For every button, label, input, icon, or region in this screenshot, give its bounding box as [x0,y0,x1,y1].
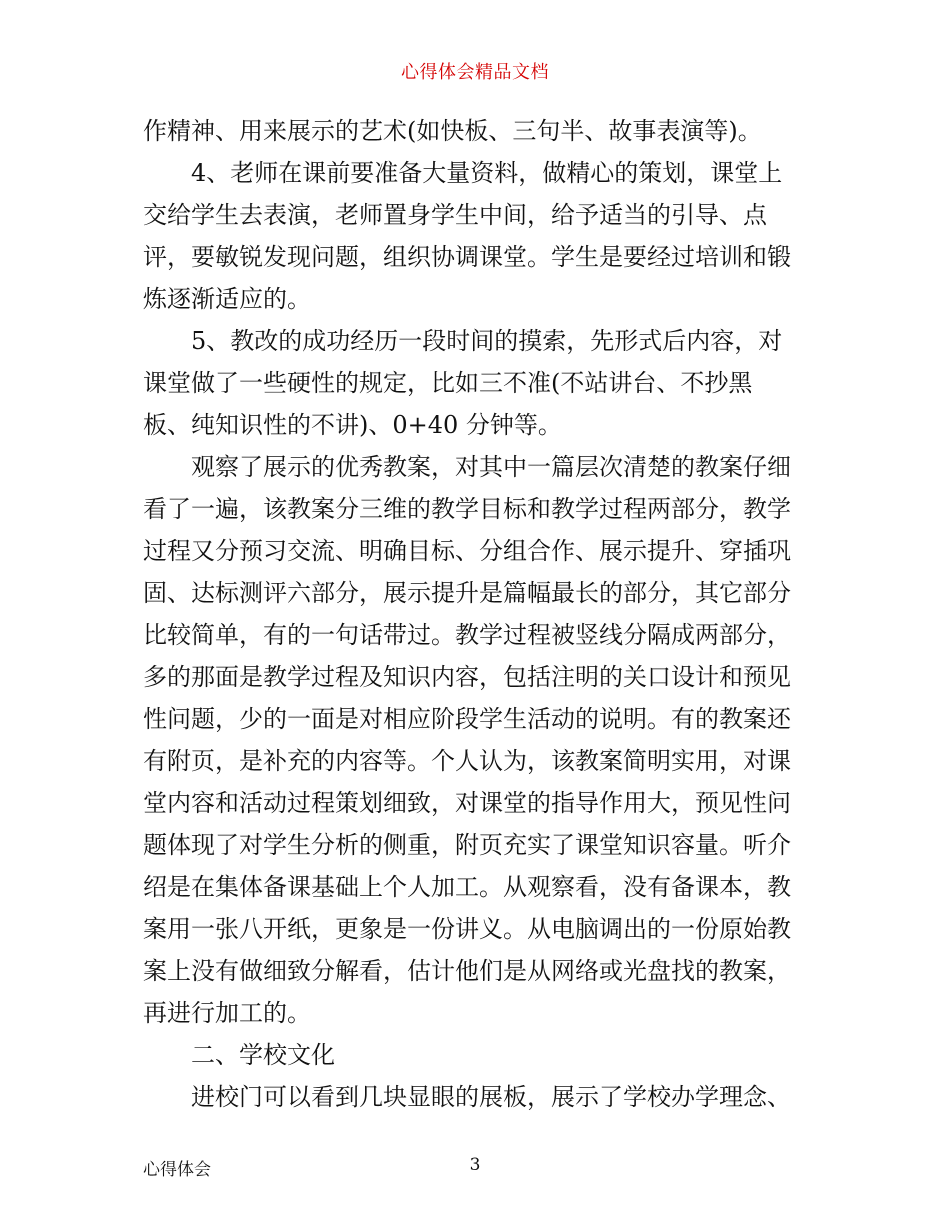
page-header-title: 心得体会精品文档 [401,62,549,83]
text-line: 看了一遍，该教案分三维的教学目标和教学过程两部分，教学 [143,495,791,523]
text-line: 性问题，少的一面是对相应阶段学生活动的说明。有的教案还 [143,705,791,733]
text-line: 有附页，是补充的内容等。个人认为，该教案简明实用，对课 [143,747,791,775]
text-line: 观察了展示的优秀教案，对其中一篇层次清楚的教案仔细 [191,453,791,481]
text-line: 4、老师在课前要准备大量资料，做精心的策划，课堂上 [191,159,783,187]
text-line: 固、达标测评六部分，展示提升是篇幅最长的部分，其它部分 [143,579,791,607]
text-line: 板、纯知识性的不讲)、0+40 分钟等。 [143,411,562,439]
text-line: 多的那面是教学过程及知识内容，包括注明的关口设计和预见 [143,663,791,691]
text-line: 5、教改的成功经历一段时间的摸索，先形式后内容，对 [191,327,783,355]
text-line: 课堂做了一些硬性的规定，比如三不准(不站讲台、不抄黑 [143,369,753,397]
footer-label: 心得体会 [143,1160,211,1180]
text-line: 进校门可以看到几块显眼的展板，展示了学校办学理念、 [191,1083,791,1111]
text-line: 比较简单，有的一句话带过。教学过程被竖线分隔成两部分， [143,621,791,649]
text-line: 再进行加工的。 [143,999,311,1027]
text-line: 堂内容和活动过程策划细致，对课堂的指导作用大，预见性问 [143,789,791,817]
page-number: 3 [469,1155,481,1175]
text-line: 评，要敏锐发现问题，组织协调课堂。学生是要经过培训和锻 [143,243,791,271]
text-line: 题体现了对学生分析的侧重，附页充实了课堂知识容量。听介 [143,831,791,859]
text-line: 作精神、用来展示的艺术(如快板、三句半、故事表演等)。 [143,117,762,145]
document-body [143,110,823,1118]
text-line: 案用一张八开纸，更象是一份讲义。从电脑调出的一份原始教 [143,915,791,943]
text-line: 绍是在集体备课基础上个人加工。从观察看，没有备课本，教 [143,873,791,901]
text-line: 炼逐渐适应的。 [143,285,311,313]
text-line: 案上没有做细致分解看，估计他们是从网络或光盘找的教案， [143,957,791,985]
text-line: 过程又分预习交流、明确目标、分组合作、展示提升、穿插巩 [143,537,791,565]
section-heading: 二、学校文化 [191,1041,335,1069]
text-line: 交给学生去表演，老师置身学生中间，给予适当的引导、点 [143,201,767,229]
